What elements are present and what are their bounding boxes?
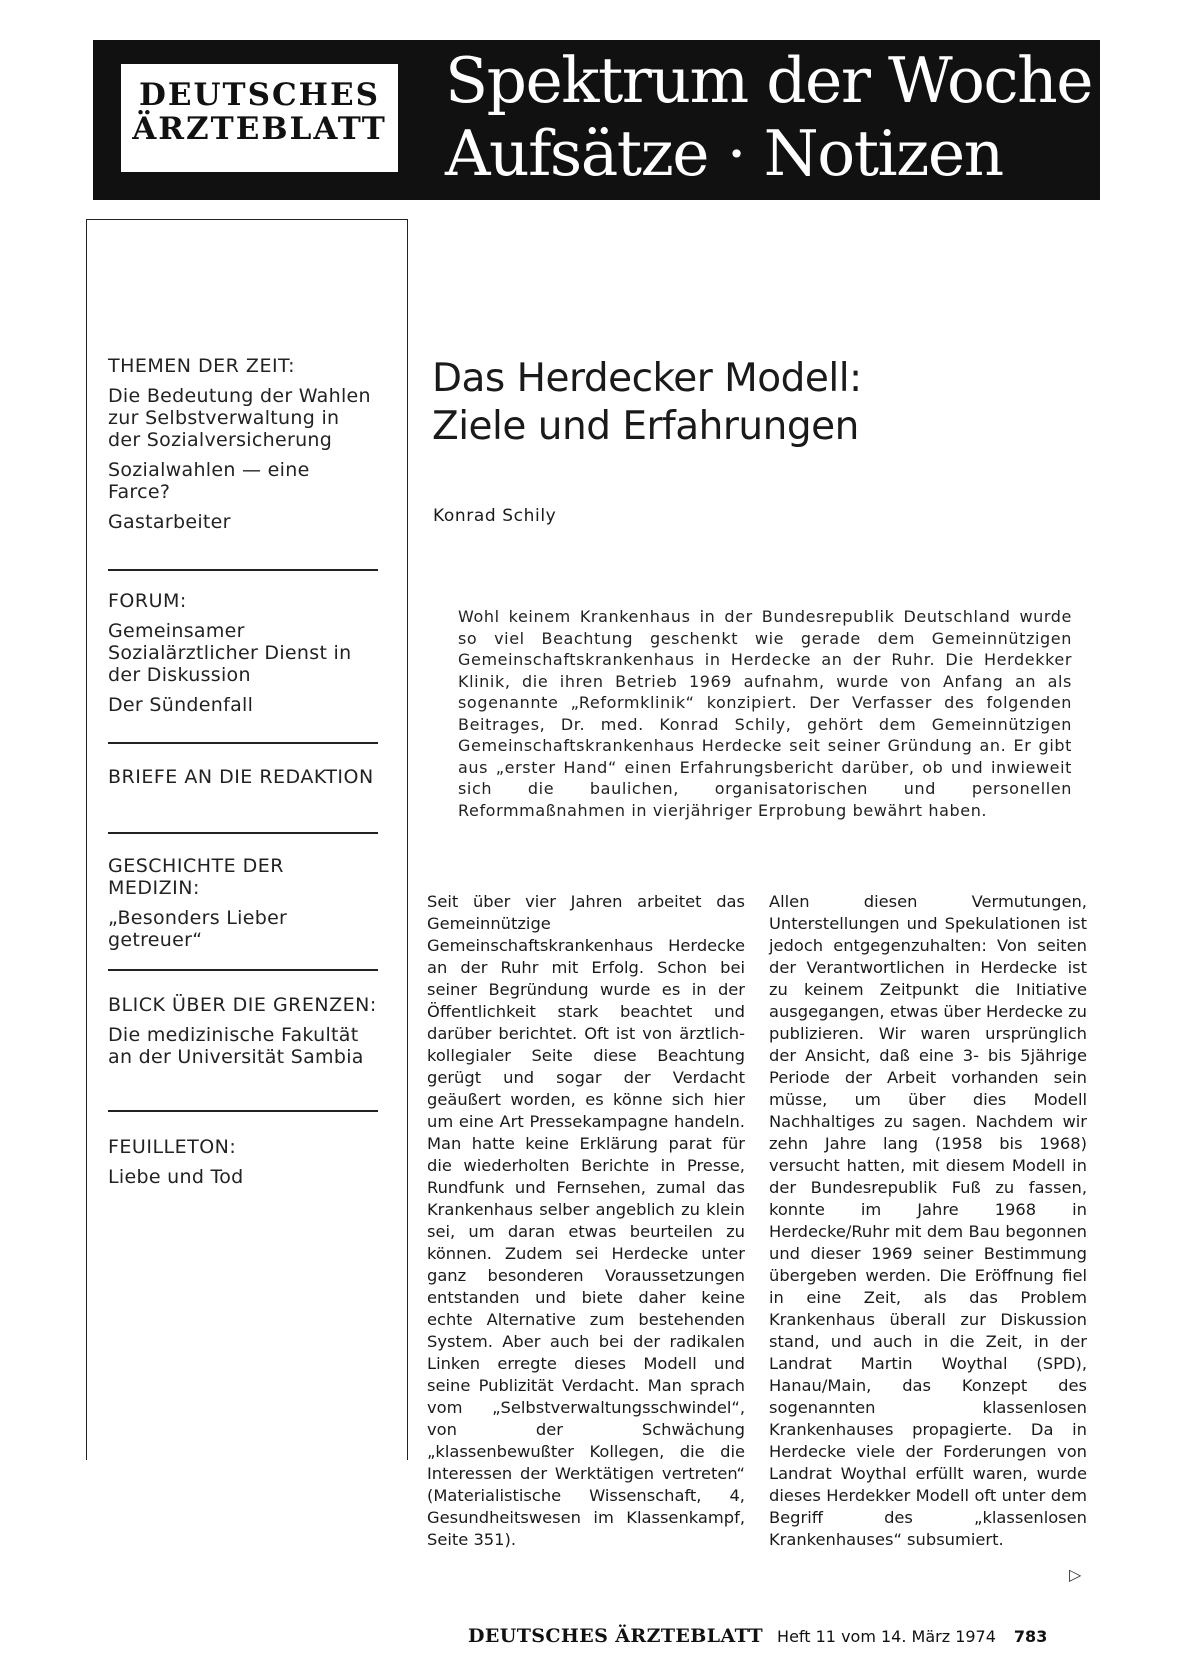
sidebar-link[interactable]: Liebe und Tod xyxy=(108,1166,244,1188)
footer-issue: Heft 11 vom 14. März 1974 xyxy=(777,1627,996,1646)
sidebar-section xyxy=(108,766,378,796)
article-title-line-2: Ziele und Erfahrungen xyxy=(432,404,859,449)
sidebar-link[interactable]: Gastarbeiter xyxy=(108,511,231,533)
article-lead: Wohl keinem Krankenhaus in der Bundesrepublik Deutschland wurde so viel Beachtung geschenkt wie gerade dem Gemeinnützigen Gemeinschaftskrankenhaus in Herdecke an der Ruhr. Die Herdekker Klinik, die ihren Betrieb 1969 aufnahm, wurde von Anfang an als sogenannte „Reformklinik“ konzipiert. Der Verfasser des folgenden Beitrages, Dr. med. Konrad Schily, gehört dem Gemeinnützigen Gemeinschaftskrankenhaus Herdecke seit seiner Gründung an. Er gibt aus „erster Hand“ einen Erfahrungsbericht darüber, ob und inwieweit sich die baulichen, organisatorischen und personellen Reformmaßnahmen in vierjähriger Erprobung bewährt haben. xyxy=(458,607,1072,820)
article-title-line-1: Das Herdecker Modell: xyxy=(432,356,862,401)
footer-publication: DEUTSCHES ÄRZTEBLATT xyxy=(468,1625,764,1647)
sidebar-heading: THEMEN DER ZEIT: xyxy=(108,355,295,377)
publication-logo xyxy=(121,64,398,172)
masthead-title-line-1: Spektrum der Woche xyxy=(445,44,1093,117)
page-footer xyxy=(468,1625,1047,1647)
continue-arrow-icon: ▷ xyxy=(1069,1565,1082,1584)
logo-line-2: ÄRZTEBLATT xyxy=(132,111,387,147)
masthead-title xyxy=(445,44,1092,190)
sidebar-divider xyxy=(108,742,378,744)
sidebar-heading: FEUILLETON: xyxy=(108,1136,237,1158)
contents-sidebar xyxy=(86,219,408,1460)
article-title xyxy=(432,355,862,451)
page-number: 783 xyxy=(1013,1627,1048,1646)
sidebar-link[interactable]: Der Sündenfall xyxy=(108,694,254,716)
sidebar-section xyxy=(108,355,378,541)
sidebar-divider xyxy=(108,1110,378,1112)
sidebar-heading: FORUM: xyxy=(108,590,187,612)
masthead-title-line-2: Aufsätze · Notizen xyxy=(445,117,1003,190)
sidebar-link[interactable]: Die medizinische Fakultät an der Universität Sambia xyxy=(108,1024,364,1068)
sidebar-section xyxy=(108,590,378,724)
logo-line-1: DEUTSCHES xyxy=(139,77,380,113)
sidebar-link[interactable]: „Besonders Lieber getreuer“ xyxy=(108,907,288,951)
article-column-2: Allen diesen Vermutungen, Unterstellungen und Spekulationen ist jedoch entgegenzuhalten: Von seiten der Verantwortlichen in Herdecke ist zu keinem Zeitpunkt die Initiative ausgegangen, etwas über Herdecke zu publizieren. Wir waren ursprünglich der Ansicht, daß eine 3- bis 5jährige Periode der Arbeit vorhanden sein müsse, um über dies Modell Nachhaltiges zu sagen. Nachdem wir zehn Jahre lang (1958 bis 1968) versucht hatten, mit diesem Modell in der Bundesrepublik Fuß zu fassen, konnte im Jahre 1968 in Herdecke/Ruhr mit dem Bau begonnen und dieser 1969 seiner Bestimmung übergeben werden. Die Eröffnung fiel in eine Zeit, als das Problem Krankenhaus überall zur Diskussion stand, und auch in die Zeit, in der Landrat Martin Woythal (SPD), Hanau/Main, das Konzept des sogenannten klassenlosen Krankenhauses propagierte. Da in Herdecke viele der Forderungen von Landrat Woythal erfüllt waren, wurde dieses Herdekker Modell oft unter dem Begriff des „klassenlosen Krankenhauses“ subsumiert. xyxy=(769,892,1087,1549)
masthead xyxy=(93,40,1100,200)
sidebar-divider xyxy=(108,569,378,571)
sidebar-section xyxy=(108,1136,378,1196)
sidebar-section xyxy=(108,855,378,959)
sidebar-divider xyxy=(108,832,378,834)
sidebar-section xyxy=(108,994,378,1076)
sidebar-link[interactable]: Sozialwahlen — eine Farce? xyxy=(108,459,310,503)
sidebar-link[interactable]: Gemeinsamer Sozialärztlicher Dienst in der Diskussion xyxy=(108,620,352,686)
sidebar-heading: BLICK ÜBER DIE GRENZEN: xyxy=(108,994,377,1016)
sidebar-divider xyxy=(108,969,378,971)
sidebar-heading: GESCHICHTE DER MEDIZIN: xyxy=(108,855,284,899)
sidebar-link[interactable]: Die Bedeutung der Wahlen zur Selbstverwaltung in der Sozialversicherung xyxy=(108,385,371,451)
sidebar-heading-link[interactable]: BRIEFE AN DIE REDAKTION xyxy=(108,766,374,788)
article-author: Konrad Schily xyxy=(433,506,557,526)
article-column-1: Seit über vier Jahren arbeitet das Gemeinnützige Gemeinschaftskrankenhaus Herdecke an der Ruhr mit Erfolg. Schon bei seiner Begründung wurde es in der Öffentlichkeit stark beachtet und darüber berichtet. Oft ist von ärztlich-kollegialer Seite diese Beachtung gerügt und sogar der Verdacht geäußert worden, es könne sich hier um eine Art Pressekampagne handeln. Man hatte keine Erklärung parat für die wiederholten Berichte in Presse, Rundfunk und Fernsehen, zumal das Krankenhaus selber angeblich zu klein sei, um daran etwas beurteilen zu können. Zudem sei Herdecke unter ganz besonderen Voraussetzungen entstanden und biete daher keine echte Alternative zum bestehenden System. Aber auch bei der radikalen Linken erregte dieses Modell und seine Publizität Verdacht. Man sprach vom „Selbstverwaltungsschwindel“, von der Schwächung „klassenbewußter Kollegen, die die Interessen der Werktätigen vertreten“ (Materialistische Wissenschaft, 4, Gesundheitswesen im Klassenkampf, Seite 351). xyxy=(427,892,745,1549)
